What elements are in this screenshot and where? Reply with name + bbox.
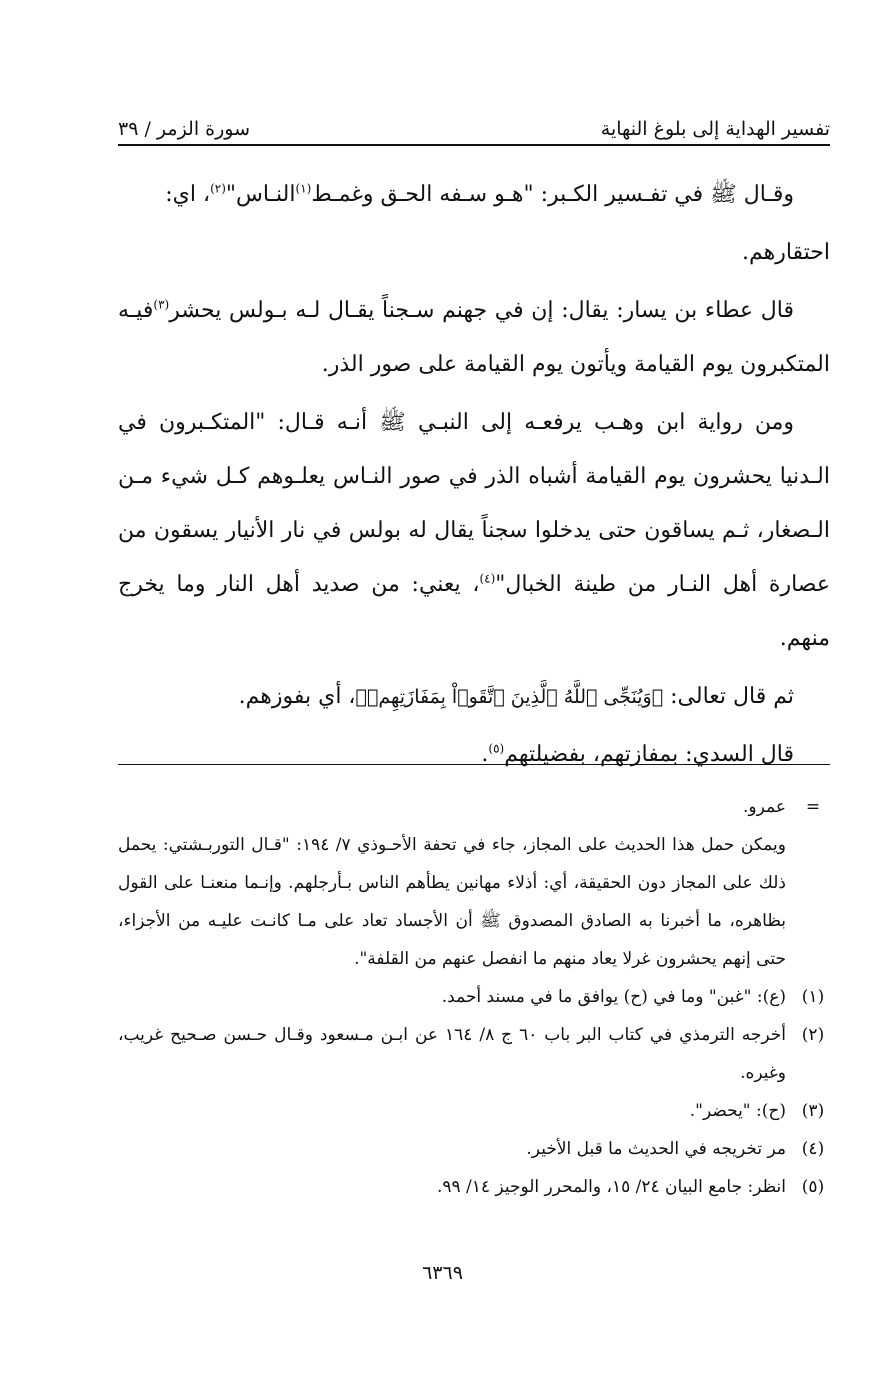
paragraph-2-text-a: قال عطاء بن يسار: يقال: إن في جهنم سـجناً يقـال لـه بـولس يحشر <box>169 298 794 323</box>
book-title: تفسير الهداية إلى بلوغ النهاية <box>600 118 830 140</box>
footnote-ref-2: (٢) <box>210 181 226 196</box>
footnote-ref-1: (١) <box>295 181 312 196</box>
paragraph-5-text-a: قال السدي: بمفازتهم، بفضيلتهم <box>504 742 794 767</box>
surah-reference: سورة الزمر / ٣٩ <box>118 118 251 140</box>
footnote-number: (٣) <box>801 1101 825 1121</box>
paragraph-2 <box>118 284 830 392</box>
quran-verse: ﴿وَيُنَجِّى ٱللَّهُ ٱلَّذِينَ ٱتَّقَوۡاْ بِمَفَازَتِهِمۡ﴾ <box>355 686 664 708</box>
paragraph-4-text-a: ثم قال تعالى: <box>670 684 794 709</box>
footnote-number: (١) <box>801 987 825 1007</box>
paragraph-2-text-c: المتكبرون يوم القيامة ويأتون يوم القيامة على صور الذر. <box>321 352 830 377</box>
continuation-line: ويمكن حمل هذا الحديث على المجاز، جاء في تحفة الأحـوذي ٧/ ١٩٤: "قـال التوربـشتي: يحمل ذلك على المجاز دون الحقيقة، أي: أذلاء مهانين يطأهم الناس بـأرجلهم. وإنـما منعنـا على القول بظاهره، ما أخبرنا به الصادق المصدوق ﷺ أن الأجساد تعاد على مـا كانـت عليـه من الأجزاء، حتى إنهم يحشرون غرلا يعاد منهم ما انفصل عنهم من القلفة". <box>118 835 787 969</box>
footnote-ref-5: (٥) <box>488 741 505 756</box>
paragraph-5 <box>118 728 830 782</box>
continuation-marker: = <box>805 797 821 817</box>
footnote-item-1 <box>118 978 830 1016</box>
paragraph-3 <box>118 396 830 666</box>
footnote-item-5 <box>118 1168 830 1206</box>
paragraph-1-text-d: احتقارهم. <box>741 240 830 265</box>
paragraph-1-text-c: ، اي: <box>165 182 211 207</box>
main-text <box>118 168 830 786</box>
footnote-text: انظر: جامع البيان ٢٤/ ١٥، والمحرر الوجيز ١٤/ ٩٩. <box>436 1177 786 1197</box>
paragraph-5-text-b: . <box>481 742 489 767</box>
paragraph-1-continuation <box>118 226 830 280</box>
footnote-continuation <box>118 788 830 978</box>
footnote-text: (ع): "غبن" وما في (ح) يوافق ما في مسند أحمد. <box>441 987 786 1007</box>
footnote-number: (٥) <box>801 1177 825 1197</box>
footnote-item-3 <box>118 1092 830 1130</box>
header-divider <box>118 144 830 146</box>
continuation-line: عمرو. <box>743 797 786 817</box>
footnote-text: (ح): "يحضر". <box>689 1101 786 1121</box>
paragraph-2-text-b: فيـه <box>118 298 154 323</box>
paragraph-3-text-a: ومن رواية ابن وهـب يرفعـه إلى النبـي ﷺ أنـه قـال: "المتكـبرون في الـدنيا يحشرون يوم القيامة أشباه الذر في صور النـاس يعلـوهم كـل شيء مـن الـصغار، ثـم يساقون حتى يدخلوا سجناً يقال له بولس في نار الأنيار يسقون من عصارة أهل النـار من طينة الخبال" <box>118 410 830 597</box>
paragraph-1 <box>118 168 830 222</box>
footnote-item-4 <box>118 1130 830 1168</box>
footnotes-section <box>118 788 830 1206</box>
continuation-lines <box>118 788 786 978</box>
footnote-text: مر تخريجه في الحديث ما قبل الأخير. <box>526 1139 786 1159</box>
footnote-ref-3: (٣) <box>153 297 170 312</box>
footnote-number: (٤) <box>801 1139 825 1159</box>
footnote-text: أخرجه الترمذي في كتاب البر باب ٦٠ ج ٨/ ١٦٤ عن ابـن مـسعود وقـال حـسن صـحيح غريب، وغيره. <box>118 1025 786 1083</box>
page-number: ٦٣٦٩ <box>422 1262 463 1284</box>
paragraph-4 <box>118 670 830 724</box>
footnote-item-2 <box>118 1016 830 1092</box>
paragraph-3-text-b: ، يعني: من صديد أهل النار وما يخرج منهم. <box>118 572 830 651</box>
running-header <box>118 104 830 140</box>
paragraph-1-text-b: النـاس" <box>225 182 296 207</box>
paragraph-1-text-a: وقـال ﷺ في تفـسير الكـبر: "هـو سـفه الحـق وغمـط <box>311 182 794 207</box>
footnote-number: (٢) <box>801 1025 825 1045</box>
footnote-divider <box>118 764 830 765</box>
footnote-ref-4: (٤) <box>479 571 496 586</box>
paragraph-4-text-b: ، أي بفوزهم. <box>238 684 356 709</box>
